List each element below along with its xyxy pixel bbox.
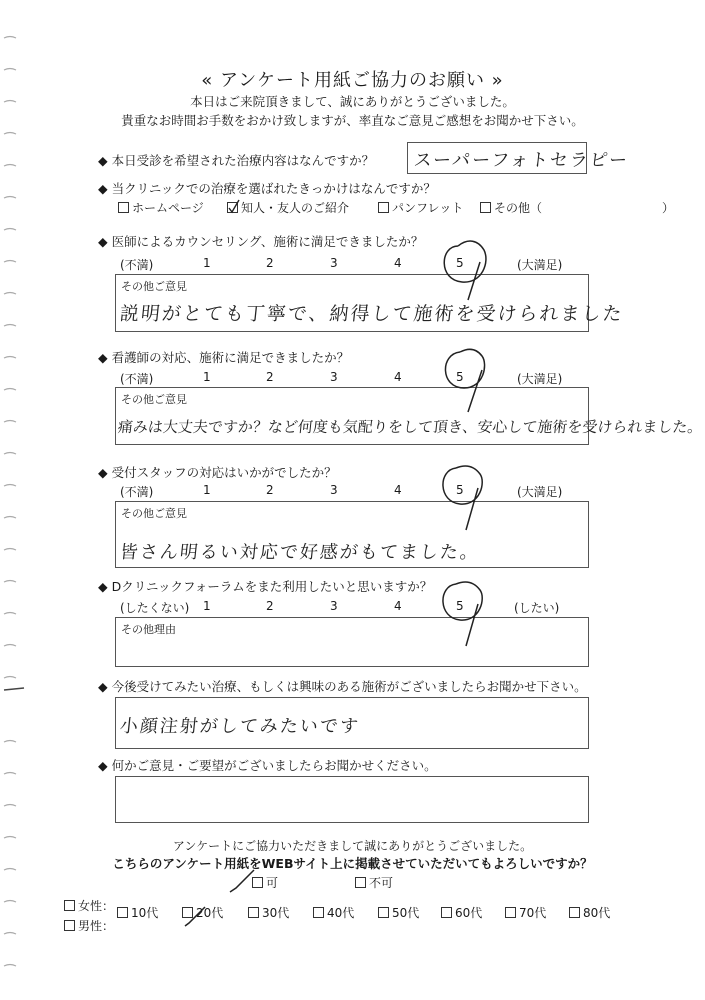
- q2-option-referral[interactable]: 知人・友人のご紹介: [227, 199, 349, 216]
- q7-answer-box[interactable]: [115, 697, 589, 749]
- checkbox[interactable]: [252, 877, 263, 888]
- q6-text: ◆ Dクリニックフォーラムをまた利用したいと思いますか？: [98, 579, 433, 594]
- checkbox[interactable]: [480, 202, 491, 213]
- q4-text: ◆ 看護師の対応、施術に満足できましたか？: [98, 350, 350, 365]
- checkbox[interactable]: [227, 202, 238, 213]
- q5-comment-box[interactable]: [115, 501, 589, 568]
- q4-scale-2[interactable]: 2: [266, 370, 274, 384]
- checkbox[interactable]: [569, 907, 580, 918]
- q4-scale-1[interactable]: 1: [203, 370, 211, 384]
- q5-scale-2[interactable]: 2: [266, 483, 274, 497]
- q2-option-homepage[interactable]: ホームページ: [118, 199, 204, 216]
- q2-text: ◆ 当クリニックでの治療を選ばれたきっかけはなんですか？: [98, 181, 436, 196]
- q3-scale-4[interactable]: 4: [394, 256, 402, 270]
- q2-option-pamphlet[interactable]: パンフレット: [378, 199, 463, 216]
- intro-line-1: 本日はご来院頂きまして、誠にありがとうございました。: [190, 94, 515, 109]
- checkbox[interactable]: [505, 907, 516, 918]
- q3-scale-3[interactable]: 3: [330, 256, 338, 270]
- q3-comment-label: その他ご意見: [121, 280, 187, 293]
- q6-scale-2[interactable]: 2: [266, 599, 274, 613]
- gender-female[interactable]: 女性：: [64, 897, 114, 914]
- q6-comment-label: その他理由: [121, 623, 176, 636]
- age-30s[interactable]: 30代: [248, 904, 289, 921]
- checkbox[interactable]: [182, 907, 193, 918]
- q7-answer: 小顔注射がしてみたいです: [118, 716, 361, 737]
- q5-scale-4[interactable]: 4: [394, 483, 402, 497]
- intro-line-2: 貴重なお時間お手数をおかけ致しますが、率直なご意見ご感想をお聞かせ下さい。: [121, 113, 584, 128]
- age-40s[interactable]: 40代: [313, 904, 354, 921]
- q5-comment: 皆さん明るい対応で好感がもてました。: [118, 542, 481, 563]
- q5-text: ◆ 受付スタッフの対応はいかがでしたか？: [98, 465, 337, 480]
- q2-option-other[interactable]: その他（ ）: [480, 199, 674, 216]
- q5-scale-1[interactable]: 1: [203, 483, 211, 497]
- gender-male[interactable]: 男性：: [64, 917, 114, 934]
- q4-scale-5[interactable]: 5: [456, 370, 464, 384]
- q8-answer-box[interactable]: [115, 776, 589, 823]
- q6-scale-5[interactable]: 5: [456, 599, 464, 613]
- q6-high-label: (したい): [514, 601, 560, 615]
- checkbox[interactable]: [355, 877, 366, 888]
- q3-scale-1[interactable]: 1: [203, 256, 211, 270]
- q4-high-label: (大満足): [517, 372, 563, 386]
- q4-comment-label: その他ご意見: [121, 393, 187, 406]
- age-80s[interactable]: 80代: [569, 904, 610, 921]
- q4-low-label: (不満): [120, 372, 154, 386]
- q3-low-label: (不満): [120, 258, 154, 272]
- q6-scale-1[interactable]: 1: [203, 599, 211, 613]
- checkbox[interactable]: [118, 202, 129, 213]
- footer-thanks: アンケートにご協力いただきまして誠にありがとうございました。: [172, 839, 533, 853]
- q5-comment-label: その他ご意見: [121, 507, 187, 520]
- checkbox[interactable]: [441, 907, 452, 918]
- binder-marks: [4, 37, 16, 967]
- checkbox[interactable]: [313, 907, 324, 918]
- q3-scale-5[interactable]: 5: [456, 256, 464, 270]
- checkbox[interactable]: [117, 907, 128, 918]
- q3-comment: 説明がとても丁寧で、納得して施術を受けられました: [118, 303, 625, 325]
- page-title: « アンケート用紙ご協力のお願い »: [201, 70, 504, 91]
- q5-scale-3[interactable]: 3: [330, 483, 338, 497]
- checkbox[interactable]: [378, 202, 389, 213]
- publish-yes-check-icon: [230, 870, 254, 892]
- q3-scale-2[interactable]: 2: [266, 256, 274, 270]
- checkbox[interactable]: [378, 907, 389, 918]
- age-70s[interactable]: 70代: [505, 904, 546, 921]
- q1-answer: スーパーフォトセラピー: [412, 150, 631, 171]
- age-50s[interactable]: 50代: [378, 904, 419, 921]
- q5-scale-5[interactable]: 5: [456, 483, 464, 497]
- q1-text: ◆ 本日受診を希望された治療内容はなんですか？: [98, 153, 375, 168]
- q6-scale-3[interactable]: 3: [330, 599, 338, 613]
- checkbox[interactable]: [64, 900, 75, 911]
- q8-text: ◆ 何かご意見・ご要望がございましたらお聞かせください。: [98, 758, 437, 773]
- q4-scale-3[interactable]: 3: [330, 370, 338, 384]
- q3-comment-box[interactable]: [115, 274, 625, 332]
- age-10s[interactable]: 10代: [117, 904, 158, 921]
- q6-scale-4[interactable]: 4: [394, 599, 402, 613]
- q3-text: ◆ 医師によるカウンセリング、施術に満足できましたか？: [98, 234, 424, 249]
- q4-comment-box[interactable]: [115, 387, 704, 445]
- q7-text: ◆ 今後受けてみたい治療、もしくは興味のある施術がございましたらお聞かせ下さい。: [98, 679, 587, 694]
- q6-comment-box[interactable]: [115, 617, 589, 667]
- q3-high-label: (大満足): [517, 258, 563, 272]
- footer-question: こちらのアンケート用紙をWEBサイト上に掲載させていただいてもよろしいですか？: [112, 856, 593, 871]
- q6-low-label: (したくない): [120, 601, 190, 615]
- checkbox[interactable]: [248, 907, 259, 918]
- pen-stray-mark: [4, 688, 24, 690]
- publish-yes-option[interactable]: 可: [252, 874, 278, 891]
- q5-high-label: (大満足): [517, 485, 563, 499]
- age-20s[interactable]: 20代: [182, 904, 223, 921]
- q4-scale-4[interactable]: 4: [394, 370, 402, 384]
- q1-answer-box[interactable]: [407, 142, 631, 174]
- checkbox[interactable]: [64, 920, 75, 931]
- publish-no-option[interactable]: 不可: [355, 874, 393, 891]
- q5-low-label: (不満): [120, 485, 154, 499]
- q4-comment: 痛みは大丈夫ですか？など何度も気配りをして頂き、安心して施術を受けられました。: [117, 418, 704, 436]
- age-60s[interactable]: 60代: [441, 904, 482, 921]
